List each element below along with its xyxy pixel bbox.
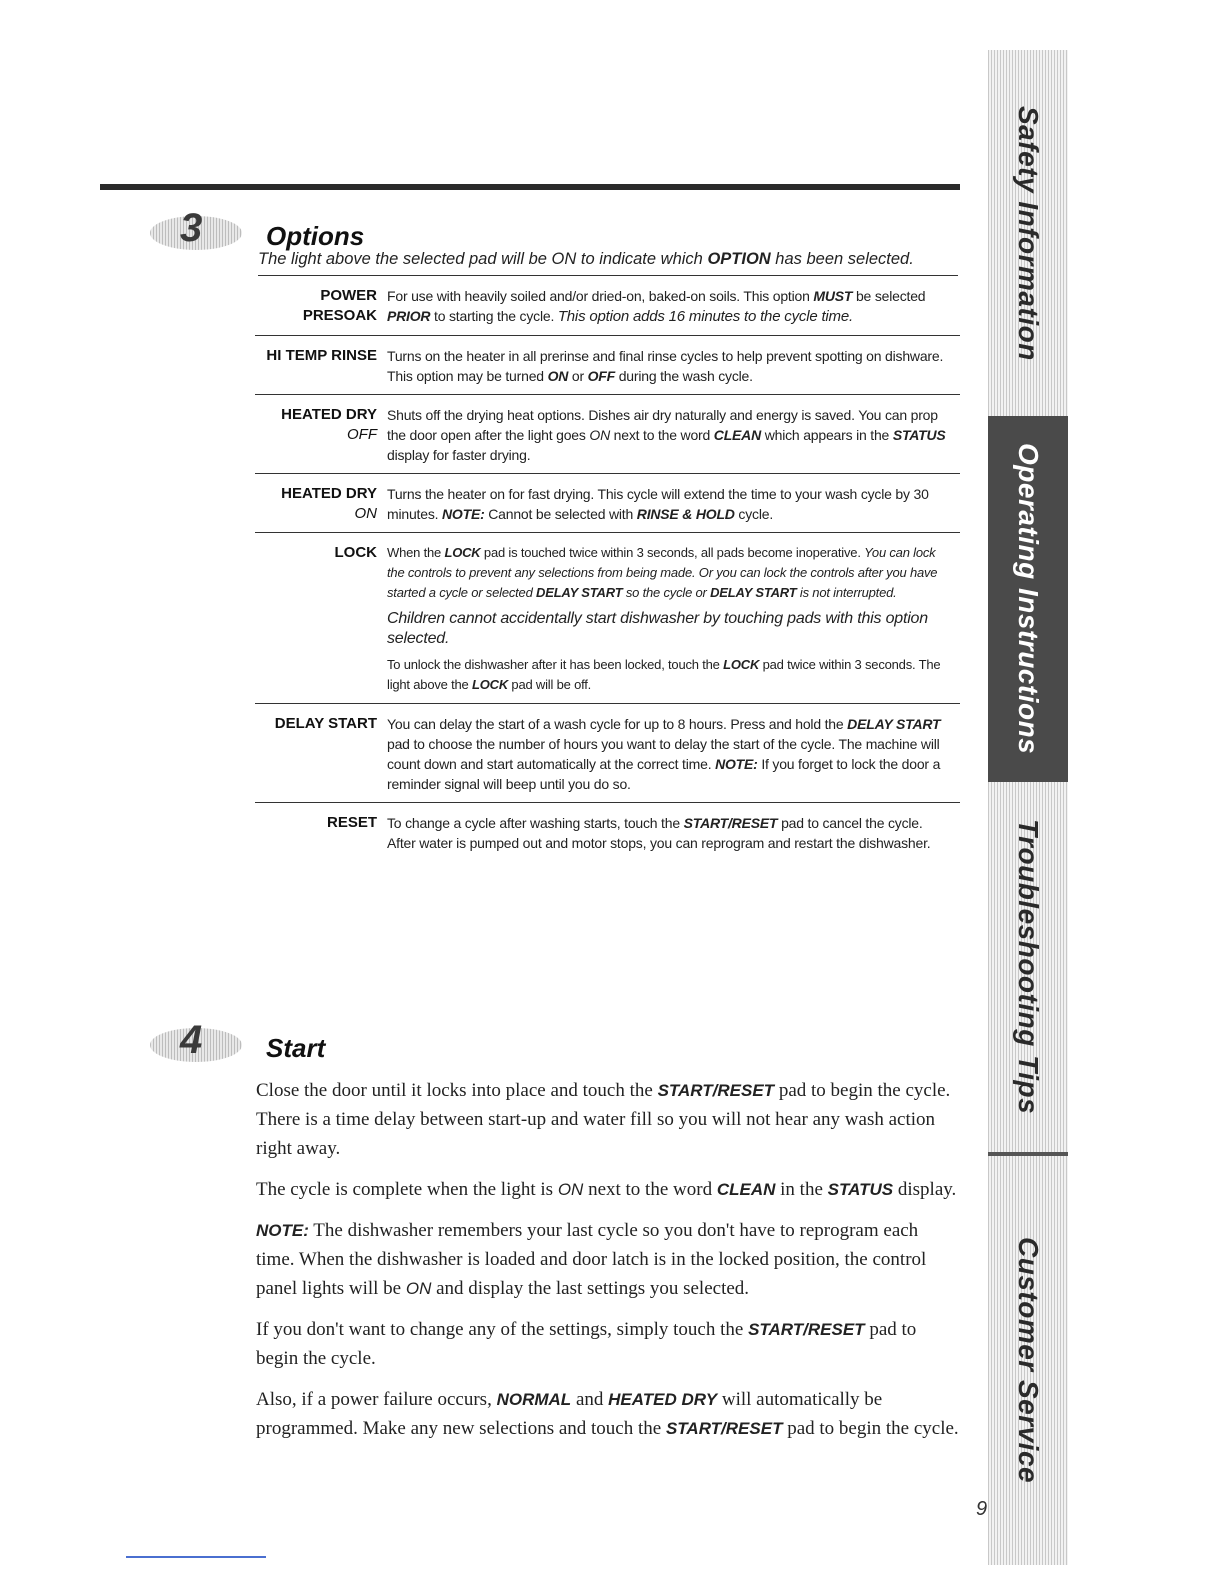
- options-heading: [150, 206, 365, 254]
- start-paragraph-2: The cycle is complete when the light is ON next to the word CLEAN in the STATUS display.: [256, 1179, 957, 1200]
- step-3-badge: 3: [150, 212, 254, 254]
- tab-safety-information[interactable]: Safety Information: [988, 50, 1068, 416]
- option-power-presoak: POWER PRESOAK For use with heavily soiled and/or dried-on, baked-on soils. This option MUST be selected PRIOR to starting the cycle. This option adds 16 minutes to the cycle time.: [255, 286, 960, 336]
- options-list: [100, 286, 960, 861]
- option-heated-dry-on: HEATED DRY ON Turns the heater on for fast drying. This cycle will extend the time to your wash cycle by 30 minutes. NOTE: Cannot be selected with RINSE & HOLD cycle.: [255, 484, 960, 533]
- options-subtitle: The light above the selected pad will be ON to indicate which OPTION has been selected.: [258, 250, 958, 276]
- option-reset: RESET To change a cycle after washing starts, touch the START/RESET pad to cancel the cycle. After water is pumped out and motor stops, you can reprogram and restart the dishwasher.: [326, 814, 931, 851]
- start-paragraph-3: NOTE: The dishwasher remembers your last cycle so you don't have to reprogram each time. When the dishwasher is loaded and door latch is in the locked position, the control panel lights will be ON and display the last settings you selected.: [256, 1220, 927, 1299]
- side-tab-strip: [988, 50, 1068, 1565]
- option-delay-start: DELAY START You can delay the start of a wash cycle for up to 8 hours. Press and hold the DELAY START pad to choose the number of hours you want to delay the start of the cycle. The machine will count down and start automatically at the correct time. NOTE: If you forget to lock the door a reminder signal will beep until you do so.: [255, 714, 960, 803]
- step-4-badge: 4: [150, 1024, 254, 1066]
- option-hi-temp-rinse: HI TEMP RINSE Turns on the heater in all prerinse and final rinse cycles to help prevent spotting on dishware. This option may be turned ON or OFF during the wash cycle.: [255, 346, 960, 395]
- tab-customer-service[interactable]: Customer Service: [988, 1156, 1068, 1565]
- page-number: 9: [976, 1498, 988, 1520]
- section-rule: [100, 184, 960, 190]
- tab-troubleshooting-tips[interactable]: Troubleshooting Tips: [988, 782, 1068, 1152]
- start-body: [256, 1076, 961, 1455]
- start-paragraph-5: Also, if a power failure occurs, NORMAL and HEATED DRY will automatically be programmed. Make any new selections and touch the START/RESET pad to begin the cycle.: [256, 1389, 959, 1439]
- start-title: Start: [266, 1033, 326, 1063]
- start-paragraph-4: If you don't want to change any of the settings, simply touch the START/RESET pad to begin the cycle.: [256, 1319, 917, 1369]
- option-heated-dry-off: HEATED DRY OFF Shuts off the drying heat options. Dishes air dry naturally and energy is saved. You can prop the door open after the light goes ON next to the word CLEAN which appears in the STATUS display for faster drying.: [255, 405, 960, 474]
- start-heading: [150, 1018, 326, 1066]
- option-lock: LOCK When the LOCK pad is touched twice within 3 seconds, all pads become inoperative. You can lock the controls to prevent any selections from being made. Or you can lock the controls after you have started a cycle or selected DELAY START so the cycle or DELAY START is not interrupted. Children cannot accidentally start dishwasher by touching pads with this option selected. To unlock the dishwasher after it has been locked, touch the LOCK pad twice within 3 seconds. The light above the LOCK pad will be off.: [255, 543, 960, 704]
- tab-operating-instructions[interactable]: Operating Instructions: [988, 416, 1068, 782]
- start-paragraph-1: Close the door until it locks into place and touch the START/RESET pad to begin the cycle. There is a time delay between start-up and water fill so you will not hear any wash action right away.: [256, 1080, 951, 1159]
- options-title: Options: [266, 221, 365, 251]
- footer-rule: [126, 1556, 266, 1558]
